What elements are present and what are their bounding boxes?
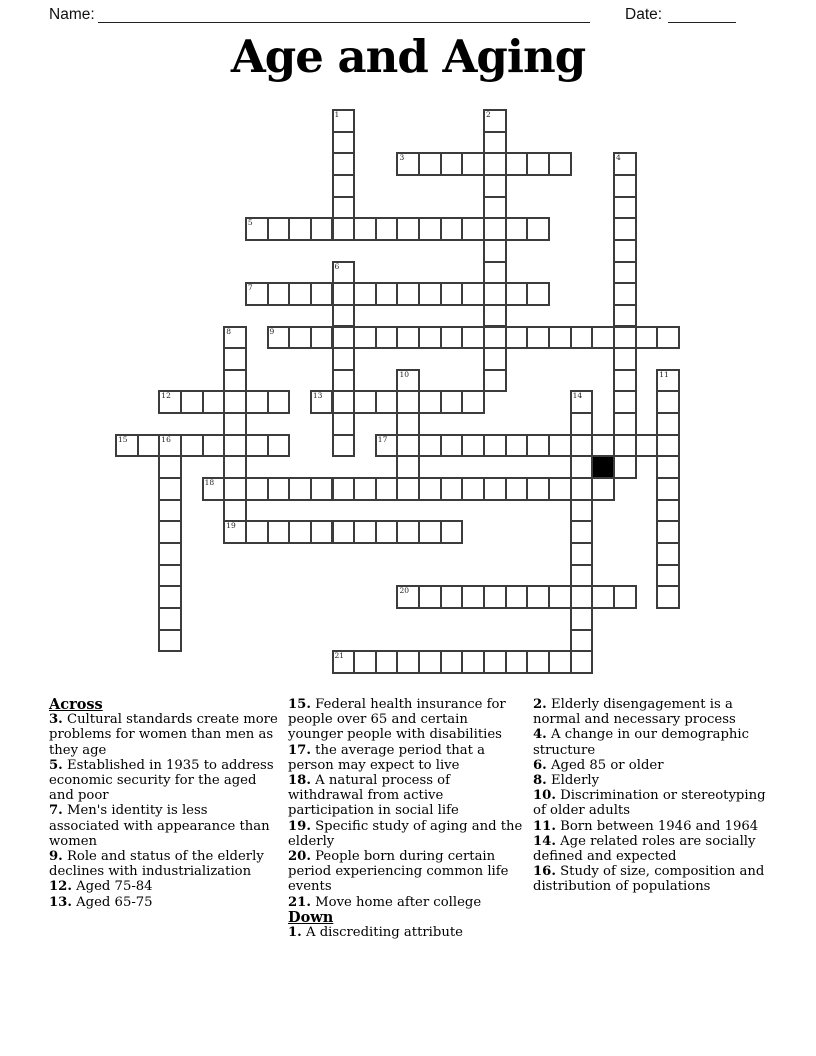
grid-cell[interactable]: [267, 282, 291, 306]
grid-cell[interactable]: [613, 434, 637, 458]
grid-cell[interactable]: [158, 629, 182, 653]
grid-cell[interactable]: [613, 585, 637, 609]
grid-cell[interactable]: [375, 650, 399, 674]
clue: 13. Aged 65-75: [49, 894, 153, 910]
grid-cell[interactable]: [288, 217, 312, 241]
grid-cell[interactable]: [332, 390, 356, 414]
grid-cell[interactable]: [548, 650, 572, 674]
grid-cell[interactable]: [396, 152, 420, 176]
grid-cell[interactable]: [461, 326, 485, 350]
grid-cell[interactable]: [310, 217, 334, 241]
cell-number: 12: [161, 391, 171, 401]
clue-column-right: [533, 697, 768, 895]
grid-cell[interactable]: [223, 347, 247, 371]
grid-cell[interactable]: [332, 326, 356, 350]
cell-number: 9: [269, 326, 275, 336]
grid-cell[interactable]: [418, 390, 442, 414]
clue: 7. Men's identity is less associated with appearance than women: [49, 803, 270, 849]
grid-cell[interactable]: [613, 152, 637, 176]
grid-cell[interactable]: [418, 520, 442, 544]
grid-cell[interactable]: [570, 412, 594, 436]
grid-cell[interactable]: [245, 477, 269, 501]
crossword-grid: [115, 109, 681, 675]
grid-cell[interactable]: [396, 477, 420, 501]
clue: 18. A natural process of withdrawal from active participation in social life: [288, 773, 459, 819]
grid-cell[interactable]: [570, 477, 594, 501]
grid-cell[interactable]: [570, 520, 594, 544]
grid-cell[interactable]: [483, 326, 507, 350]
grid-cell[interactable]: [440, 434, 464, 458]
grid-cell[interactable]: [613, 217, 637, 241]
grid-cell[interactable]: [483, 152, 507, 176]
grid-cell[interactable]: [158, 607, 182, 631]
grid-cell[interactable]: [396, 455, 420, 479]
grid-cell[interactable]: [613, 347, 637, 371]
grid-cell[interactable]: [526, 434, 550, 458]
grid-cell[interactable]: [505, 282, 529, 306]
grid-cell[interactable]: [483, 369, 507, 393]
grid-cell[interactable]: [570, 650, 594, 674]
grid-cell[interactable]: [526, 282, 550, 306]
grid-cell[interactable]: [526, 152, 550, 176]
grid-cell[interactable]: [396, 650, 420, 674]
clue-number: 2.: [533, 697, 547, 712]
grid-cell[interactable]: [461, 217, 485, 241]
grid-cell[interactable]: [353, 650, 377, 674]
clue-number: 20.: [288, 849, 311, 865]
grid-cell[interactable]: [483, 650, 507, 674]
grid-cell[interactable]: [245, 282, 269, 306]
grid-cell[interactable]: [310, 477, 334, 501]
grid-cell[interactable]: [461, 152, 485, 176]
cell-number: 19: [226, 521, 236, 531]
grid-cell[interactable]: [158, 390, 182, 414]
grid-cell[interactable]: [548, 152, 572, 176]
grid-cell[interactable]: [483, 282, 507, 306]
cell-number: 10: [399, 369, 409, 379]
grid-cell[interactable]: [158, 542, 182, 566]
grid-cell[interactable]: [223, 455, 247, 479]
grid-cell[interactable]: [440, 520, 464, 544]
grid-cell[interactable]: [505, 650, 529, 674]
grid-cell[interactable]: [158, 520, 182, 544]
grid-cell[interactable]: [353, 326, 377, 350]
grid-cell[interactable]: [505, 585, 529, 609]
grid-cell[interactable]: [483, 585, 507, 609]
clue: 8. Elderly: [533, 773, 600, 789]
grid-cell[interactable]: [613, 412, 637, 436]
clue-number: 1.: [288, 925, 302, 941]
grid-cell[interactable]: [548, 585, 572, 609]
grid-cell[interactable]: [332, 261, 356, 285]
grid-cell[interactable]: [656, 326, 680, 350]
grid-cell[interactable]: [526, 326, 550, 350]
grid-cell[interactable]: [396, 434, 420, 458]
grid-cell[interactable]: [613, 455, 637, 479]
page-title: Age and Aging: [230, 30, 586, 83]
grid-cell[interactable]: [591, 434, 615, 458]
clue: 11. Born between 1946 and 1964: [533, 818, 759, 834]
grid-cell[interactable]: [613, 304, 637, 328]
grid-cell[interactable]: [375, 520, 399, 544]
grid-cell[interactable]: [440, 326, 464, 350]
grid-cell[interactable]: [396, 326, 420, 350]
grid-cell[interactable]: [505, 434, 529, 458]
grid-cell[interactable]: [483, 347, 507, 371]
grid-cell[interactable]: [158, 585, 182, 609]
grid-cell[interactable]: [202, 390, 226, 414]
grid-cell[interactable]: [158, 499, 182, 523]
grid-cell[interactable]: [656, 434, 680, 458]
cell-number: 7: [247, 283, 253, 293]
grid-cell[interactable]: [396, 412, 420, 436]
grid-cell[interactable]: [613, 282, 637, 306]
grid-cell[interactable]: [332, 217, 356, 241]
grid-cell[interactable]: [656, 520, 680, 544]
grid-cell[interactable]: [440, 477, 464, 501]
grid-cell[interactable]: [570, 585, 594, 609]
grid-cell[interactable]: [267, 434, 291, 458]
grid-cell[interactable]: [310, 282, 334, 306]
grid-cell[interactable]: [570, 434, 594, 458]
clue: 21. Move home after college: [288, 894, 482, 910]
grid-cell[interactable]: [396, 282, 420, 306]
grid-cell[interactable]: [483, 217, 507, 241]
grid-cell[interactable]: [288, 520, 312, 544]
clue: 6. Aged 85 or older: [533, 757, 664, 773]
grid-cell[interactable]: [570, 564, 594, 588]
grid-cell[interactable]: [353, 217, 377, 241]
grid-cell[interactable]: [202, 434, 226, 458]
grid-cell[interactable]: [548, 434, 572, 458]
grid-cell[interactable]: [526, 650, 550, 674]
grid-cell[interactable]: [656, 390, 680, 414]
grid-cell[interactable]: [483, 239, 507, 263]
grid-cell[interactable]: [656, 412, 680, 436]
grid-cell[interactable]: [245, 520, 269, 544]
down-header: Down: [288, 908, 334, 926]
grid-cell[interactable]: [180, 390, 204, 414]
grid-cell[interactable]: [353, 477, 377, 501]
grid-cell[interactable]: [591, 477, 615, 501]
grid-cell[interactable]: [656, 499, 680, 523]
cell-number: 1: [334, 110, 340, 119]
grid-cell[interactable]: [223, 369, 247, 393]
clue-number: 15.: [288, 697, 311, 712]
grid-cell[interactable]: [548, 326, 572, 350]
cell-number: 11: [659, 369, 669, 379]
grid-cell[interactable]: [310, 326, 334, 350]
clue-number: 16.: [533, 864, 556, 880]
grid-cell[interactable]: [440, 282, 464, 306]
grid-cell[interactable]: [332, 304, 356, 328]
cell-number: 6: [334, 261, 340, 271]
grid-cell[interactable]: [332, 477, 356, 501]
grid-cell[interactable]: [526, 477, 550, 501]
grid-cell[interactable]: [418, 282, 442, 306]
grid-cell[interactable]: [613, 196, 637, 220]
grid-cell[interactable]: [375, 434, 399, 458]
grid-cell[interactable]: [570, 607, 594, 631]
grid-cell[interactable]: [656, 585, 680, 609]
grid-cell[interactable]: [202, 477, 226, 501]
grid-cell[interactable]: [158, 564, 182, 588]
grid-cell[interactable]: [613, 261, 637, 285]
grid-cell[interactable]: [483, 477, 507, 501]
grid-cell[interactable]: [353, 390, 377, 414]
grid-cell[interactable]: [461, 434, 485, 458]
grid-cell[interactable]: [245, 434, 269, 458]
clue: 20. People born during certain period experiencing common life events: [288, 849, 509, 895]
clue: 9. Role and status of the elderly declines with industrialization: [49, 849, 264, 880]
grid-cell[interactable]: [245, 390, 269, 414]
grid-cell[interactable]: [288, 477, 312, 501]
clue-number: 10.: [533, 788, 556, 804]
grid-cell[interactable]: [396, 369, 420, 393]
grid-cell[interactable]: [505, 152, 529, 176]
grid-cell[interactable]: [310, 520, 334, 544]
grid-cell[interactable]: [548, 477, 572, 501]
clue: 3. Cultural standards create more problems for women than men as they age: [49, 712, 278, 758]
grid-cell[interactable]: [656, 542, 680, 566]
clue-number: 4.: [533, 727, 547, 743]
grid-cell[interactable]: [223, 434, 247, 458]
clue: 19. Specific study of aging and the elderly: [288, 818, 523, 849]
grid-cell[interactable]: [483, 434, 507, 458]
grid-cell[interactable]: [396, 217, 420, 241]
black-cell: [591, 455, 615, 479]
cell-number: 5: [247, 218, 253, 228]
clue: 14. Age related roles are socially defined and expected: [533, 833, 756, 865]
clue: 1. A discrediting attribute: [288, 925, 463, 941]
cell-number: 21: [334, 651, 345, 661]
name-date-row: [0, 4, 816, 28]
grid-cell[interactable]: [656, 455, 680, 479]
clue-number: 3.: [49, 712, 63, 728]
grid-cell[interactable]: [483, 196, 507, 220]
grid-cell[interactable]: [570, 629, 594, 653]
grid-cell[interactable]: [332, 282, 356, 306]
grid-cell[interactable]: [613, 239, 637, 263]
grid-cell[interactable]: [418, 585, 442, 609]
grid-cell[interactable]: [223, 477, 247, 501]
grid-cell[interactable]: [570, 499, 594, 523]
grid-cell[interactable]: [440, 585, 464, 609]
clue-number: 13.: [49, 894, 72, 910]
grid-cell[interactable]: [158, 477, 182, 501]
grid-cell[interactable]: [613, 326, 637, 350]
grid-cell[interactable]: [440, 217, 464, 241]
cell-number: 2: [486, 110, 491, 119]
grid-cell[interactable]: [440, 650, 464, 674]
grid-cell[interactable]: [483, 174, 507, 198]
grid-cell[interactable]: [418, 434, 442, 458]
grid-cell[interactable]: [267, 217, 291, 241]
grid-cell[interactable]: [223, 390, 247, 414]
grid-cell[interactable]: [223, 499, 247, 523]
clue: 17. the average period that a person may expect to live: [288, 742, 486, 773]
clue-number: 7.: [49, 803, 63, 819]
clue-column-mid: [288, 697, 524, 940]
grid-cell[interactable]: [656, 369, 680, 393]
grid-cell[interactable]: [375, 282, 399, 306]
grid-cell[interactable]: [483, 261, 507, 285]
grid-cell[interactable]: [461, 282, 485, 306]
grid-cell[interactable]: [483, 304, 507, 328]
grid-cell[interactable]: [158, 434, 182, 458]
clue: 16. Study of size, composition and distribution of populations: [533, 864, 765, 895]
grid-cell[interactable]: [267, 390, 291, 414]
grid-cell[interactable]: [635, 434, 659, 458]
grid-cell[interactable]: [158, 455, 182, 479]
grid-cell[interactable]: [418, 650, 442, 674]
grid-cell[interactable]: [245, 217, 269, 241]
cell-number: 8: [226, 326, 232, 336]
grid-cell[interactable]: [332, 152, 356, 176]
grid-cell[interactable]: [613, 174, 637, 198]
clue-number: 5.: [49, 757, 63, 773]
grid-cell[interactable]: [288, 282, 312, 306]
clue-number: 12.: [49, 879, 72, 895]
grid-cell[interactable]: [288, 326, 312, 350]
grid-cell[interactable]: [440, 390, 464, 414]
date-label: Date:: [625, 6, 663, 23]
grid-cell[interactable]: [332, 650, 356, 674]
name-input-line[interactable]: [98, 4, 590, 23]
grid-cell[interactable]: [375, 477, 399, 501]
grid-cell[interactable]: [613, 390, 637, 414]
grid-cell[interactable]: [396, 390, 420, 414]
clue-number: 21.: [288, 894, 311, 910]
cell-number: 15: [118, 434, 128, 444]
clue: 15. Federal health insurance for people over 65 and certain younger people with disabilities: [288, 697, 506, 743]
clue-number: 17.: [288, 742, 311, 758]
across-header: Across: [49, 696, 103, 713]
grid-cell[interactable]: [223, 326, 247, 350]
grid-cell[interactable]: [570, 542, 594, 566]
grid-cell[interactable]: [267, 520, 291, 544]
clue-number: 11.: [533, 818, 556, 834]
grid-cell[interactable]: [267, 326, 291, 350]
grid-cell[interactable]: [332, 196, 356, 220]
grid-cell[interactable]: [332, 520, 356, 544]
grid-cell[interactable]: [483, 109, 507, 133]
grid-cell[interactable]: [526, 585, 550, 609]
grid-cell[interactable]: [461, 650, 485, 674]
grid-cell[interactable]: [505, 326, 529, 350]
cell-number: 13: [312, 391, 323, 401]
cell-number: 17: [377, 434, 388, 444]
grid-cell[interactable]: [353, 282, 377, 306]
clue-number: 9.: [49, 849, 63, 865]
grid-cell[interactable]: [332, 434, 356, 458]
grid-cell[interactable]: [656, 564, 680, 588]
grid-cell[interactable]: [267, 477, 291, 501]
grid-cell[interactable]: [396, 520, 420, 544]
clue-number: 19.: [288, 818, 311, 834]
clue: 12. Aged 75-84: [49, 879, 153, 895]
grid-cell[interactable]: [310, 390, 334, 414]
cell-number: 18: [204, 478, 215, 488]
grid-cell[interactable]: [440, 152, 464, 176]
grid-cell[interactable]: [375, 390, 399, 414]
grid-cell[interactable]: [223, 520, 247, 544]
grid-cell[interactable]: [635, 326, 659, 350]
grid-cell[interactable]: [332, 347, 356, 371]
grid-cell[interactable]: [115, 434, 139, 458]
clue-number: 8.: [533, 773, 547, 789]
grid-cell[interactable]: [375, 326, 399, 350]
grid-cell[interactable]: [353, 520, 377, 544]
grid-cell[interactable]: [223, 412, 247, 436]
grid-cell[interactable]: [613, 369, 637, 393]
grid-cell[interactable]: [461, 585, 485, 609]
grid-cell[interactable]: [591, 326, 615, 350]
grid-cell[interactable]: [180, 434, 204, 458]
cell-number: 3: [399, 153, 405, 163]
grid-cell[interactable]: [418, 326, 442, 350]
grid-cell[interactable]: [656, 477, 680, 501]
cell-number: 20: [399, 586, 409, 596]
grid-cell[interactable]: [418, 217, 442, 241]
cell-number: 14: [572, 391, 583, 401]
grid-cell[interactable]: [461, 390, 485, 414]
clue-number: 6.: [533, 757, 547, 773]
clue-column-left: [49, 697, 282, 910]
grid-cell[interactable]: [375, 217, 399, 241]
grid-cell[interactable]: [332, 109, 356, 133]
clue-number: 14.: [533, 833, 556, 849]
grid-cell[interactable]: [332, 369, 356, 393]
grid-cell[interactable]: [570, 326, 594, 350]
grid-cell[interactable]: [137, 434, 161, 458]
grid-cell[interactable]: [483, 131, 507, 155]
grid-cell[interactable]: [570, 390, 594, 414]
grid-cell[interactable]: [505, 477, 529, 501]
clue: 4. A change in our demographic structure: [533, 727, 750, 758]
grid-cell[interactable]: [526, 217, 550, 241]
grid-cell[interactable]: [332, 412, 356, 436]
grid-cell[interactable]: [570, 455, 594, 479]
grid-cell[interactable]: [332, 131, 356, 155]
clue: 5. Established in 1935 to address economic security for the aged and poor: [49, 757, 274, 804]
clue: 10. Discrimination or stereotyping of older adults: [533, 788, 766, 819]
date-input-line[interactable]: [668, 4, 736, 23]
grid-cell[interactable]: [332, 174, 356, 198]
name-label: Name:: [49, 6, 95, 23]
grid-cell[interactable]: [418, 152, 442, 176]
clue-number: 18.: [288, 773, 311, 789]
grid-cell[interactable]: [396, 585, 420, 609]
cell-number: 4: [615, 153, 621, 163]
grid-cell[interactable]: [591, 585, 615, 609]
clue: 2. Elderly disengagement is a normal and necessary process: [533, 697, 736, 728]
grid-cell[interactable]: [505, 217, 529, 241]
cell-number: 16: [161, 434, 171, 444]
grid-cell[interactable]: [461, 477, 485, 501]
grid-cell[interactable]: [418, 477, 442, 501]
